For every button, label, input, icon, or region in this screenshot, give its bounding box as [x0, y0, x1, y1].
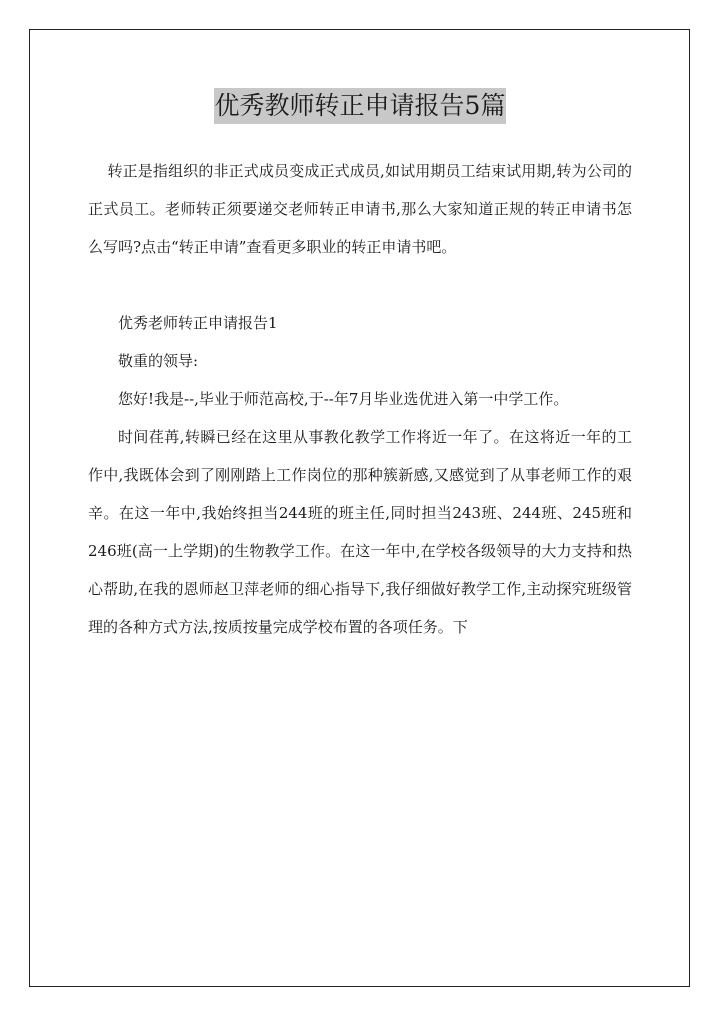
document-body: [88, 152, 632, 646]
document-title-container: [0, 88, 720, 127]
body-paragraph: 时间荏苒,转瞬已经在这里从事教化教学工作将近一年了。在这将近一年的工作中,我既体会到了刚刚踏上工作岗位的那种簇新感,又感觉到了从事老师工作的艰辛。在这一年中,我始终担当244班的班主任,同时担当243班、244班、245班和246班(高一上学期)的生物教学工作。在这一年中,在学校各级领导的大力支持和热心帮助,在我的恩师赵卫萍老师的细心指导下,我仔细做好教学工作,主动探究班级管理的各种方式方法,按质按量完成学校布置的各项任务。下: [88, 428, 632, 636]
body-paragraph: 您好!我是--,毕业于师范高校,于--年7月毕业选优进入第一中学工作。: [118, 390, 569, 408]
intro-paragraph: 转正是指组织的非正式成员变成正式成员,如试用期员工结束试用期,转为公司的正式员工。老师转正须要递交老师转正申请书,那么大家知道正规的转正申请书怎么写吗?点击“转正申请”查看更多职业的转正申请书吧。: [88, 162, 632, 256]
document-title: 优秀教师转正申请报告5篇: [214, 88, 507, 124]
section-heading: 优秀老师转正申请报告1: [118, 314, 278, 332]
blank-line: [88, 266, 632, 304]
salutation: 敬重的领导:: [118, 352, 199, 370]
